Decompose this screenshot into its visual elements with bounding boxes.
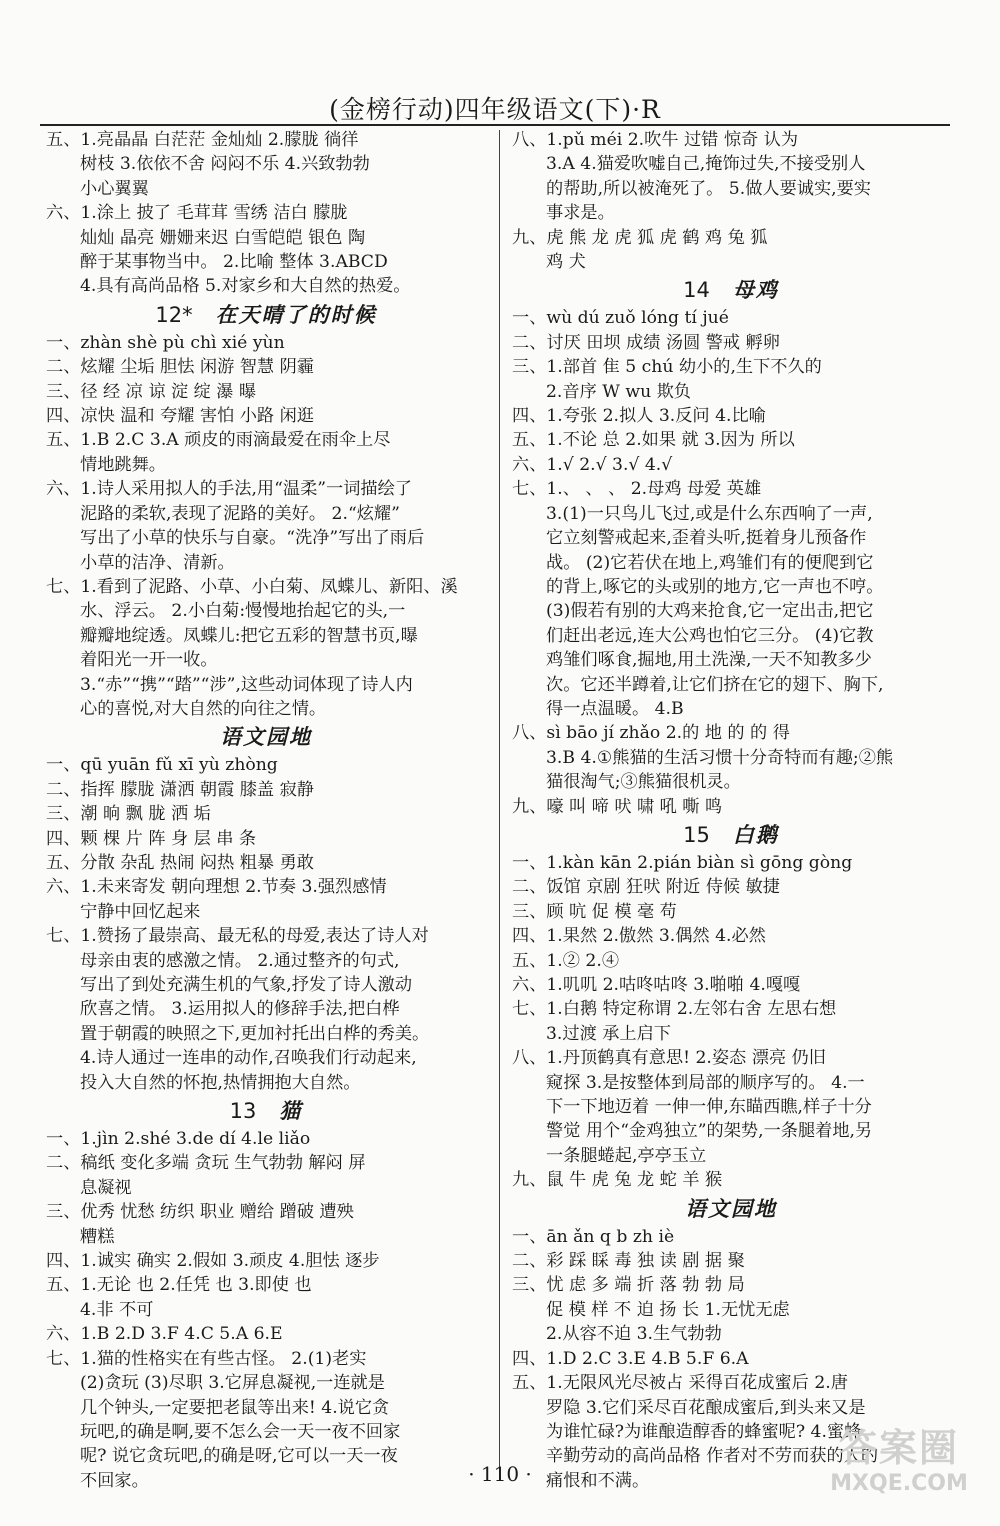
answer-line: 二、饭馆 京剧 狂吠 附近 侍候 敏捷 [512,877,780,898]
answer-line: 一、1.jìn 2.shé 3.de dí 4.le liǎo [46,1129,311,1150]
answer-line: 六、1.未来寄发 朝向理想 2.节奏 3.强烈感情 [46,877,387,898]
section-title-text: 白鹅 [732,821,779,847]
page-number: · 110 · [468,1462,532,1486]
watermark-logo [814,1426,984,1512]
answer-line: 九、鼠 牛 虎 兔 龙 蛇 羊 猴 [512,1170,723,1191]
section-title-text: 母鸡 [732,277,779,303]
section-title [46,300,486,330]
answer-line: 泥路的柔软,表现了泥路的美好。 2.“炫耀” [80,503,400,524]
answer-line: 二、彩 踩 睬 毒 独 读 剧 据 聚 [512,1251,745,1272]
answer-line: 们赶出老远,连大公鸡也怕它三分。 (4)它教 [546,625,874,646]
section-title [46,722,486,752]
answer-line: 七、1.、 、 、 2.母鸡 母爱 英雄 [512,479,762,500]
answer-line: 次。它还半蹲着,让它们挤在它的翅下、胸下, [546,674,884,695]
answer-line: 小心翼翼 [80,178,149,199]
answer-line: 罗隐 3.它们采尽百花酿成蜜后,到头来又是 [546,1397,866,1418]
answer-line: 三、1.部首 隹 5 chú 幼小的,生下不久的 [512,357,822,378]
right-column [512,128,950,1493]
answer-line: 六、1.叽叽 2.咕咚咕咚 3.啪啪 4.嘎嘎 [512,975,801,995]
answer-line: 九、嚎 叫 啼 吠 啸 吼 嘶 鸣 [512,796,723,817]
answer-line: 4.诗人通过一连串的动作,召唤我们行动起来, [80,1048,417,1069]
answer-line: 三、优秀 忧愁 纺织 职业 赠给 蹭破 遭殃 [46,1202,354,1223]
answer-line: 3.(1)一只鸟儿飞过,或是什么东西响了一声, [546,503,873,524]
answer-line: 辛勤劳动的高尚品格 作者对不劳而获的人的 [546,1446,879,1467]
section-title [46,1096,486,1126]
answer-line: 五、1.无论 也 2.任凭 也 3.即使 也 [46,1275,312,1296]
answer-line: 七、1.赞扬了最崇高、最无私的母爱,表达了诗人对 [46,926,429,947]
section-number: 15 [683,822,710,847]
answer-line: 几个钟头,一定要把老鼠等出来! 4.说它贪 [80,1397,390,1418]
answer-line: 六、1.√ 2.√ 3.√ 4.√ [512,454,673,475]
answer-line: 八、1.pǔ méi 2.吹牛 过错 惊奇 认为 [512,130,799,150]
left-column [46,128,486,1493]
answer-line: 息凝视 [80,1177,132,1198]
answer-line: 心的喜悦,对大自然的向往之情。 [80,698,327,719]
answer-line: 的背上,啄它的头或别的地方,它一声也不哼。 [546,576,884,597]
watermark-main: 答案圈 [838,1426,959,1470]
answer-line: 四、1.果然 2.傲然 3.偶然 4.必然 [512,926,766,947]
answer-line: 四、颗 棵 片 阵 身 层 串 条 [46,828,257,849]
answer-line: 4.非 不可 [80,1299,154,1320]
answer-line: 鸡 犬 [546,252,586,273]
answer-line: 置于朝霞的映照之下,更加衬托出白桦的秀美。 [80,1023,430,1044]
answer-line: 二、讨厌 田坝 成绩 汤圆 警戒 孵卵 [512,332,780,353]
answer-line: 着阳光一开一收。 [80,650,218,671]
answer-line: 四、1.夸张 2.拟人 3.反问 4.比喻 [512,406,766,427]
watermark-domain: MXQE.COM [830,1471,968,1496]
answer-line: 警觉 用个“金鸡独立”的架势,一条腿着地,另 [546,1121,873,1142]
answer-line: 醉于某事物当中。 2.比喻 整体 3.ABCD [80,252,388,273]
answer-line: 下一下地迈着 一伸一伸,东瞄西瞧,样子十分 [546,1097,872,1118]
answer-line: 鸡雏们啄食,掘地,用土洗澡,一天不知教多少 [546,650,872,671]
answer-line: 一、wù dú zuǒ lóng tí jué [512,308,729,329]
answer-line: 一、1.kàn kān 2.pián biàn sì gōng gòng [512,852,853,873]
answer-line: 九、虎 熊 龙 虎 狐 虎 鹤 鸡 兔 狐 [512,227,768,248]
answer-line: (2)贪玩 (3)尽职 3.它屏息凝视,一连就是 [80,1373,385,1394]
answer-line: 一条腿蜷起,亭亭玉立 [546,1145,707,1166]
answer-line: 七、1.看到了泥路、小草、小白菊、凤蝶儿、新阳、溪 [46,576,458,597]
answer-line: 为谁忙碌?为谁酿造醇香的蜂蜜呢? 4.蜜蜂 [546,1421,862,1442]
answer-line: 八、sì bāo jí zhǎo 2.的 地 的 的 得 [512,723,790,744]
answer-line: 一、ān ǎn q b zh iè [512,1226,675,1247]
answer-line: 投入大自然的怀抱,热情拥抱大自然。 [80,1072,361,1093]
answer-line: 五、1.无限风光尽被占 采得百花成蜜后 2.唐 [512,1373,848,1394]
answer-line: 痛恨和不满。 [546,1470,650,1491]
answer-line: 4.具有高尚品格 5.对家乡和大自然的热爱。 [80,276,411,297]
answer-line: 七、1.猫的性格实在有些古怪。 2.(1)老实 [46,1348,367,1369]
answer-line: 二、稿纸 变化多端 贪玩 生气勃勃 解闷 屏 [46,1153,366,1174]
answer-line: 五、分散 杂乱 热闹 闷热 粗暴 勇敢 [46,852,314,873]
answer-line: 小草的洁净、清新。 [80,552,235,573]
answer-line: 四、1.D 2.C 3.E 4.B 5.F 6.A [512,1348,749,1369]
answer-line: 二、指挥 朦胧 潇洒 朝霞 膝盖 寂静 [46,779,314,800]
section-number: 14 [683,278,710,303]
column-divider [499,130,500,1470]
header-rule [40,124,950,126]
answer-line: 六、1.诗人采用拟人的手法,用“温柔”一词描绘了 [46,479,412,500]
answer-line: 七、1.白鹅 特定称谓 2.左邻右舍 左思右想 [512,999,837,1020]
page-header: (金榜行动)四年级语文(下)·R [329,95,661,124]
answer-line: (3)假若有别的大鸡来抢食,它一定出击,把它 [546,601,874,622]
answer-line: 三、顾 吭 促 模 毫 苟 [512,901,677,922]
answer-line: 2.音序 W wu 欺负 [546,381,691,402]
answer-line: 3.A 4.猫爱吹嘘自己,掩饰过失,不接受别人 [546,154,866,175]
answer-line: 四、凉快 温和 夸耀 害怕 小路 闲逛 [46,406,314,427]
answer-line: 不回家。 [80,1470,149,1491]
answer-line: 树枝 3.依依不舍 闷闷不乐 4.兴致勃勃 [80,154,370,175]
answer-line: 得一点温暖。 4.B [546,698,684,719]
answer-line: 猫很淘气;③熊猫很机灵。 [546,772,741,793]
section-title [512,820,950,850]
answer-line: 三、径 经 凉 谅 淀 绽 瀑 曝 [46,381,257,402]
answer-line: 六、1.涂上 披了 毛茸茸 雪绣 洁白 朦胧 [46,203,348,224]
answer-line: 八、1.丹顶鹤真有意思! 2.姿态 漂亮 仍旧 [512,1048,826,1069]
section-title-text: 语文园地 [220,724,312,750]
answer-line: 3.B 4.①熊猫的生活习惯十分奇特而有趣;②熊 [546,747,894,768]
section-number: 12* [155,302,193,327]
answer-line: 情地跳舞。 [80,454,166,475]
section-title-text: 猫 [279,1098,303,1124]
answer-line: 促 模 样 不 迫 扬 长 1.无忧无虑 [546,1299,790,1320]
answer-line: 五、1.亮晶晶 白茫茫 金灿灿 2.朦胧 徜徉 [46,130,359,150]
answer-line: 玩吧,的确是啊,要不怎么会一天一夜不回家 [80,1421,401,1442]
answer-line: 宁静中回忆起来 [80,901,201,922]
answer-line: 写出了小草的快乐与自豪。“洗净”写出了雨后 [80,528,425,549]
section-title-text: 语文园地 [685,1195,777,1221]
section-number: 13 [229,1099,257,1124]
section-title [512,1194,950,1224]
answer-line: 糟糕 [80,1226,115,1247]
answer-line: 呢? 说它贪玩吧,的确是呀,它可以一天一夜 [80,1446,398,1467]
section-title [512,275,950,305]
answer-line: 三、忧 虑 多 端 折 落 勃 勃 局 [512,1275,745,1296]
answer-line: 五、1.不论 总 2.如果 就 3.因为 所以 [512,430,795,451]
answer-line: 灿灿 晶亮 姗姗来迟 白雪皑皑 银色 陶 [80,227,366,248]
answer-line: 一、qū yuān fǔ xī yù zhòng [46,755,278,776]
answer-line: 欣喜之情。 3.运用拟人的修辞手法,把白桦 [80,999,400,1020]
answer-line: 3.过渡 承上启下 [546,1023,671,1044]
answer-line: 战。 (2)它若伏在地上,鸡雏们有的便爬到它 [546,552,874,573]
answer-line: 六、1.B 2.D 3.F 4.C 5.A 6.E [46,1324,283,1345]
answer-line: 事求是。 [546,203,615,224]
answer-line: 写出了到处充满生机的气象,抒发了诗人激动 [80,975,413,995]
answer-line: 3.“赤”“携”“踏”“涉”,这些动词体现了诗人内 [80,674,413,695]
answer-line: 三、潮 晌 飘 胧 洒 垢 [46,804,211,825]
answer-line: 窥探 3.是按整体到局部的顺序写的。 4.一 [546,1072,865,1093]
answer-line: 二、炫耀 尘垢 胆怯 闲游 智慧 阴霾 [46,357,314,378]
answer-line: 五、1.② 2.④ [512,950,620,971]
section-title-text: 在天晴了的时候 [215,301,377,327]
answer-line: 它立刻警戒起来,歪着头听,挺着身儿预备作 [546,528,867,549]
answer-line: 水、浮云。 2.小白菊:慢慢地抬起它的头,一 [80,601,406,622]
answer-line: 一、zhàn shè pù chì xié yùn [46,332,285,353]
answer-line: 母亲由衷的感激之情。 2.通过整齐的句式, [80,950,400,971]
answer-line: 四、1.诚实 确实 2.假如 3.顽皮 4.胆怯 逐步 [46,1251,380,1272]
answer-line: 2.从容不迫 3.生气勃勃 [546,1324,722,1345]
answer-line: 瓣瓣地绽透。凤蝶儿:把它五彩的智慧书页,曝 [80,625,418,646]
answer-line: 的帮助,所以被淹死了。 5.做人要诚实,要实 [546,178,871,199]
answer-line: 五、1.B 2.C 3.A 顽皮的雨滴最爱在雨伞上尽 [46,430,391,451]
